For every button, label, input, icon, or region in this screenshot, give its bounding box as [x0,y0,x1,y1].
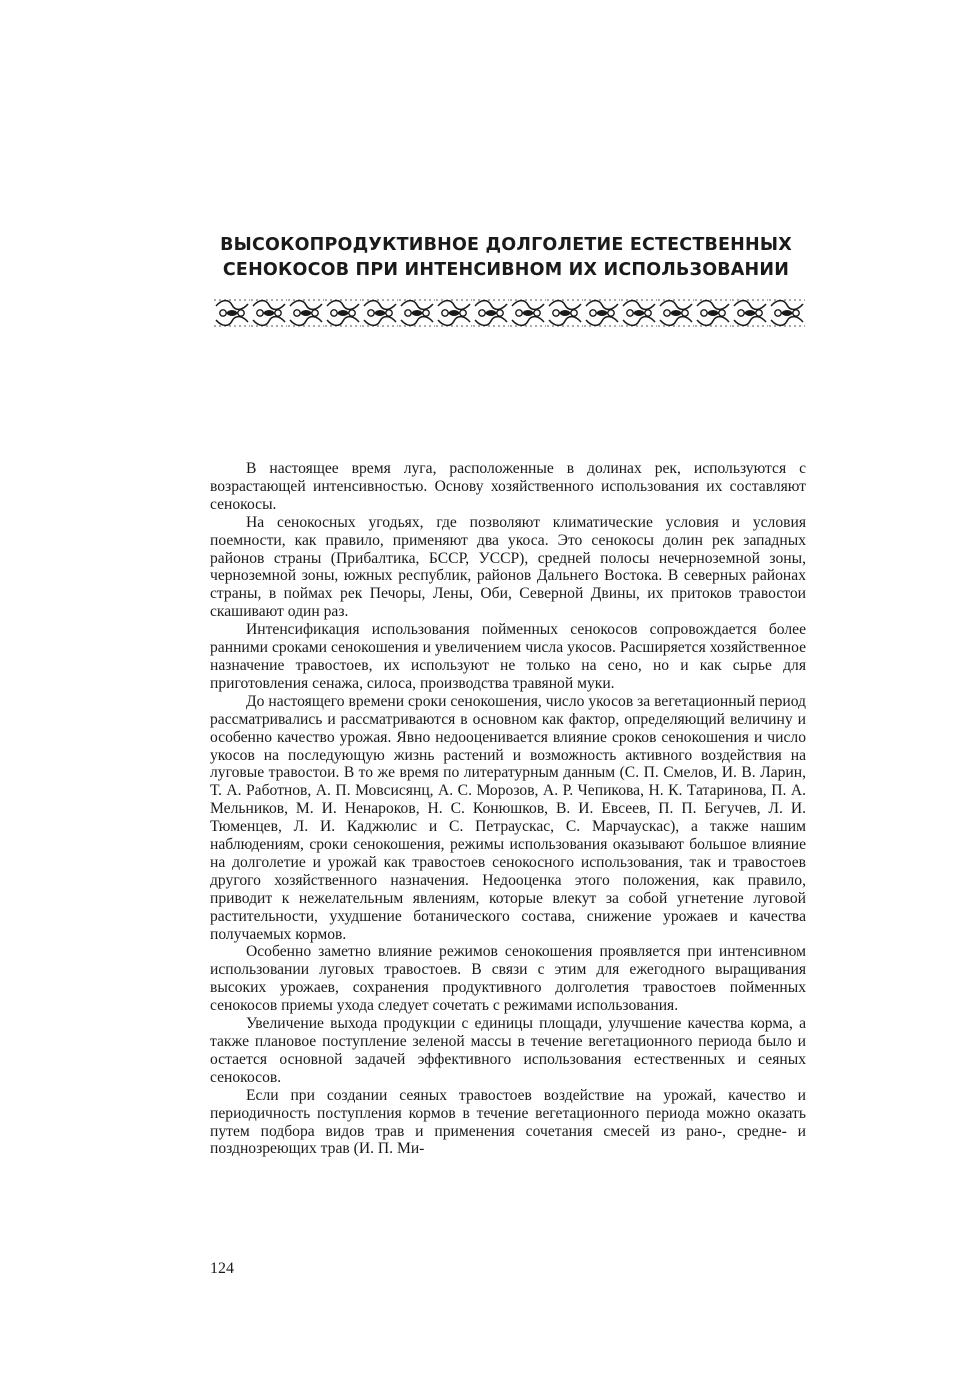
ornament-band [214,298,806,328]
paragraph: Увеличение выхода продукции с единицы площади, улучшение качества корма, а также плановое поступление зеленой массы в течение вегетационного периода было и остается основной задачей эффективного использования естественных и сеяных сенокосов. [210,1015,806,1086]
paragraph: В настоящее время луга, расположенные в долинах рек, используются с возрастающей интенсивностью. Основу хозяйственного использования их составляют сенокосы. [210,460,806,513]
paragraph: Интенсификация использования пойменных сенокосов сопровождается более ранними сроками сенокошения и увеличением числа укосов. Расширяется хозяйственное назначение травостоев, их используют не только на сено, но и как сырье для приготовления сенажа, силоса, производства травяной муки. [210,621,806,692]
paragraph: До настоящего времени сроки сенокошения, число укосов за вегетационный период рассматривались и рассматриваются в основном как фактор, определяющий величину и особенно качество урожая. Явно недооценивается влияние сроков сенокошения и число укосов на последующую жизнь растений и возможность активного воздействия на луговые травостои. В то же время по литературным данным (С. П. Смелов, И. В. Ларин, Т. А. Работнов, А. П. Мовсисянц, А. С. Морозов, А. Р. Чепикова, Н. К. Татаринова, П. А. Мельников, М. И. Ненароков, Н. С. Конюшков, В. И. Евсеев, П. П. Бегучев, Л. И. Тюменцев, Л. И. Каджюлис и С. Петраускас, С. Марчаускас), а также нашим наблюдениям, сроки сенокошения, режимы использования оказывают большое влияние на долголетие и урожай как травостоев сенокосного использования, так и травостоев другого хозяйственного назначения. Недооценка этого положения, как правило, приводит к нежелательным явлениям, которые влекут за собой угнетение луговой растительности, ухудшение ботанического состава, снижение урожаев и качества получаемых кормов. [210,692,806,943]
title-line-1: ВЫСОКОПРОДУКТИВНОЕ ДОЛГОЛЕТИЕ ЕСТЕСТВЕННЫХ [220,235,792,255]
paragraph: Особенно заметно влияние режимов сенокошения проявляется при интенсивном использовании луговых травостоев. В связи с этим для ежегодного выращивания высоких урожаев, сохранения продуктивного долголетия травостоев пойменных сенокосов приемы ухода следует сочетать с режимами использования. [210,943,806,1015]
title-line-2: СЕНОКОСОВ ПРИ ИНТЕНСИВНОМ ИХ ИСПОЛЬЗОВАНИИ [222,260,790,280]
article-title [200,233,812,283]
page-number: 124 [210,1260,234,1277]
paragraph: На сенокосных угодьях, где позволяют климатические условия и условия поемности, как правило, применяют два укоса. Это сенокосы долин рек западных районов страны (Прибалтика, БССР, УССР), средней полосы нечерноземной зоны, черноземной зоны, южных республик, районов Дальнего Востока. В северных районах страны, в поймах рек Печоры, Лены, Оби, Северной Двины, их притоков травостои скашивают один раз. [210,513,806,621]
paragraph: Если при создании сеяных травостоев воздействие на урожай, качество и периодичность поступления кормов в течение вегетационного периода можно оказать путем подбора видов трав и применения сочетания смесей из рано-, средне- и позднозреющих трав (И. П. Ми- [210,1086,806,1158]
article-body [210,460,806,1158]
